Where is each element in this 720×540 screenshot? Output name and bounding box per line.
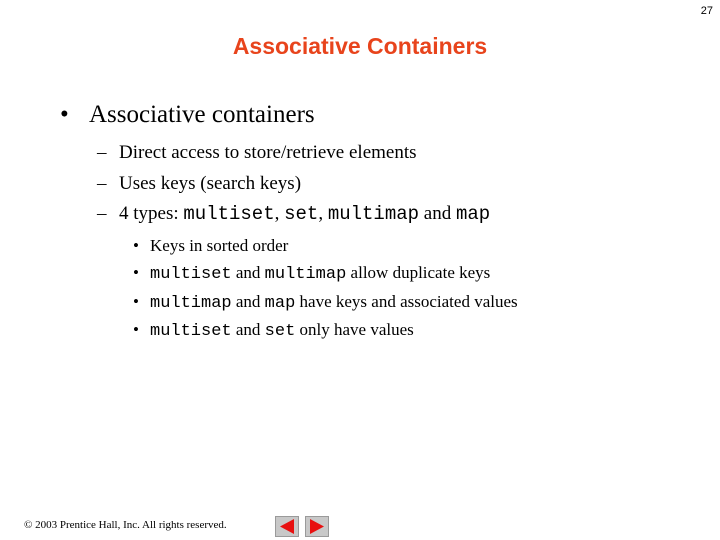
subitem-text [119, 203, 490, 225]
code-multiset: multiset [150, 322, 232, 341]
code-set: set [264, 322, 296, 341]
detail-dot: • [133, 236, 139, 255]
footer-copyright: © 2003 Prentice Hall, Inc. All rights reserved. [24, 519, 227, 531]
types-prefix: 4 types: [119, 203, 184, 224]
code-set: set [284, 203, 319, 225]
subitem-text: Direct access to store/retrieve elements [119, 142, 417, 163]
detail-dot: • [133, 320, 139, 339]
right-arrow-icon [306, 517, 328, 536]
detail-rest: allow duplicate keys [346, 263, 491, 282]
left-arrow-icon [276, 517, 298, 536]
detail-dot: • [133, 263, 139, 282]
bullet-text: Associative containers [89, 101, 315, 128]
detail-text [150, 292, 518, 313]
subitem-dash: – [97, 173, 107, 194]
subitem-dash: – [97, 142, 107, 163]
detail-text [150, 263, 490, 284]
detail-connector: and [231, 320, 265, 339]
code-multimap: multimap [264, 265, 347, 284]
code-map: map [264, 294, 296, 313]
separator: and [419, 203, 456, 224]
detail-connector: and [231, 292, 265, 311]
separator: , [318, 203, 328, 224]
code-multiset: multiset [150, 265, 232, 284]
next-slide-button[interactable] [305, 516, 329, 537]
detail-dot: • [133, 292, 139, 311]
subitem-dash: – [97, 203, 107, 224]
bullet-dot: • [60, 101, 69, 128]
detail-text: Keys in sorted order [150, 236, 289, 255]
detail-text [150, 320, 414, 341]
detail-rest: have keys and associated values [295, 292, 518, 311]
detail-connector: and [231, 263, 265, 282]
page-number: 27 [700, 5, 713, 17]
code-multiset: multiset [183, 203, 275, 225]
subitem-text: Uses keys (search keys) [119, 173, 302, 194]
code-multimap: multimap [327, 203, 420, 225]
separator: , [274, 203, 285, 224]
detail-rest: only have values [295, 320, 414, 339]
code-multimap: multimap [150, 294, 232, 313]
code-map: map [455, 203, 491, 225]
prev-slide-button[interactable] [275, 516, 299, 537]
slide-title: Associative Containers [232, 33, 488, 59]
